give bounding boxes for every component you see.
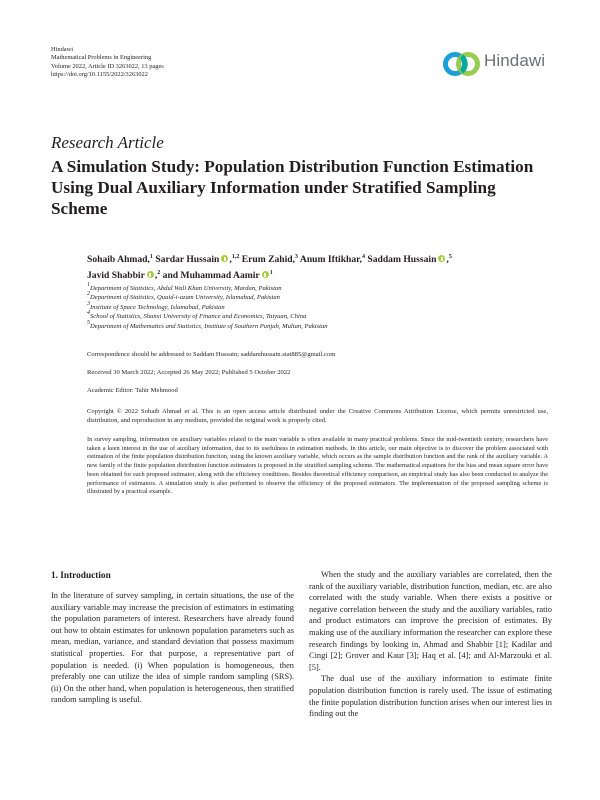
- author-affil-sup: 1: [149, 254, 153, 260]
- author-affil-sup: 5: [448, 254, 452, 260]
- author-name: Saddam Hussain: [367, 254, 437, 265]
- orcid-icon[interactable]: [147, 271, 154, 278]
- paragraph: In the literature of survey sampling, in certain situations, the use of the auxiliary variable may increase the precision of estimators in estimating the population parameters of interest. Researchers have already found out how to obtain estimates for unknown population parameters such as mean, median, variance, and standard deviation that possess maximum statistical properties. For that purpose, a representative part of population is needed. (i) When population is homogeneous, then preferably one can utilize the idea of simple random sampling (SRS). (ii) On the other hand, when population is heterogeneous, then stratified random sampling is useful.: [51, 591, 294, 705]
- affiliation-item: $^5$Department of Mathematics and Statistics, Institute of Southern Punjab, Multan, Pakistan: [87, 319, 328, 330]
- publisher-name: Hindawi: [51, 46, 74, 53]
- article-type: Research Article: [51, 133, 164, 152]
- journal-header: [51, 46, 164, 80]
- orcid-icon[interactable]: [221, 255, 228, 262]
- author-list: Sohaib Ahmad,$^1$ Sardar Hussain ,$^{1,2}$ Erum Zahid,$^3$ Anum Iftikhar,$^4$ Saddam Hussain ,$^5$ Javid Shabbir ,$^2$ and Muhammad Aamir $^1$: [87, 254, 452, 281]
- section-heading: 1. Introduction: [51, 571, 111, 581]
- hindawi-logo-icon: [443, 47, 481, 81]
- affiliation-item: $^3$Institute of Space Technology, Islamabad, Pakistan: [87, 300, 225, 311]
- author-name: Sardar Hussain: [155, 254, 220, 265]
- author-name: Erum Zahid,: [241, 254, 296, 265]
- affiliation-item: $^4$School of Statistics, Shanxi University of Finance and Economics, Taiyuan, China: [87, 310, 307, 321]
- body-column-right: [309, 569, 552, 720]
- author-name: Javid Shabbir: [87, 270, 145, 281]
- author-affil-sup: 1,2: [231, 254, 240, 260]
- orcid-icon[interactable]: [438, 255, 445, 262]
- hindawi-logo: [443, 45, 553, 83]
- academic-editor: Academic Editor: Tahir Mehmood: [87, 387, 178, 394]
- author-affil-sup: 1: [269, 270, 273, 276]
- hindawi-logo-text: Hindawi: [484, 51, 546, 70]
- paragraph: The dual use of the auxiliary information to estimate finite population distribution function is rarely used. The issue of estimating the finite population distribution function arises when our interest lies in finding out the: [309, 674, 552, 719]
- body-column-left: [51, 590, 294, 706]
- author-affil-sup: 3: [295, 254, 299, 260]
- correspondence: Correspondence should be addressed to Saddam Hussain; saddamhussain.stat885@gmail.com: [87, 351, 336, 358]
- paragraph: When the study and the auxiliary variables are correlated, then the rank of the auxiliary variable, distribution function, median, etc. are also correlated with the study variable. When there exists a positive or negative correlation between the study and the auxiliary variables, ratio and product estimators can improve the precision of estimates. By making use of the auxiliary information the researcher can explore these research findings by looking in, Ahmad and Shabbir [1]; Kadilar and Cingi [2]; Grover and Kaur [3]; Haq et al. [4]; and Al-Marzouki et al. [5].: [309, 570, 552, 672]
- author-name: Sohaib Ahmad,: [87, 254, 150, 265]
- publication-dates: Received 30 March 2022; Accepted 26 May 2022; Published 5 October 2022: [87, 369, 291, 376]
- affiliation-list: [87, 284, 328, 331]
- author-name: and Muhammad Aamir: [162, 270, 260, 281]
- author-affil-sup: 4: [361, 254, 365, 260]
- volume-info: Volume 2022, Article ID 3263022, 13 pages: [51, 62, 164, 70]
- affiliation-item: $^1$Department of Statistics, Abdul Wali Khan University, Mardan, Pakistan: [87, 282, 282, 292]
- doi-link[interactable]: https://doi.org/10.1155/2022/3263022: [51, 71, 148, 79]
- affiliation-item: $^2$Department of Statistics, Quaid-i-azam University, Islamabad, Pakistan: [87, 291, 280, 302]
- abstract: In survey sampling, information on auxiliary variables related to the main variable is often available in many practical problems. Since the mid-twentieth century, researchers have taken a keen interest in the use of auxiliary information, due to its usefulness in estimation methods. In this article, our main objective is to discover the problem associated with estimation of the finite population distribution function, using the known auxiliary variable, which occurs as the sample distribution function and the rank of the auxiliary variable. A new family of the finite population distribution function estimators is proposed in the stratified sampling scheme. The mathematical equations for the bias and mean square error have been obtained for each proposed estimator, along with the efficiency conditions. Besides theoretical efficiency comparison, an empirical study has also been conducted to analyze the performance of estimators. A simulation study is also performed to observe the efficiency of the proposed estimators. The implementation of the proposed sampling scheme is illustrated by a practical example.: [87, 436, 548, 496]
- article-title: A Simulation Study: Population Distribution Function Estimation Using Dual Auxiliary Information under Stratified Sampling Scheme: [51, 157, 534, 218]
- author-name: Anum Iftikhar,: [299, 254, 362, 265]
- copyright-notice: Copyright © 2022 Sohaib Ahmad et al. This is an open access article distributed under the Creative Commons Attribution License, which permits unrestricted use, distribution, and reproduction in any medium, provided the original work is properly cited.: [87, 408, 548, 424]
- orcid-icon[interactable]: [262, 271, 269, 278]
- author-affil-sup: 2: [157, 270, 161, 276]
- journal-name: Mathematical Problems in Engineering: [51, 54, 152, 62]
